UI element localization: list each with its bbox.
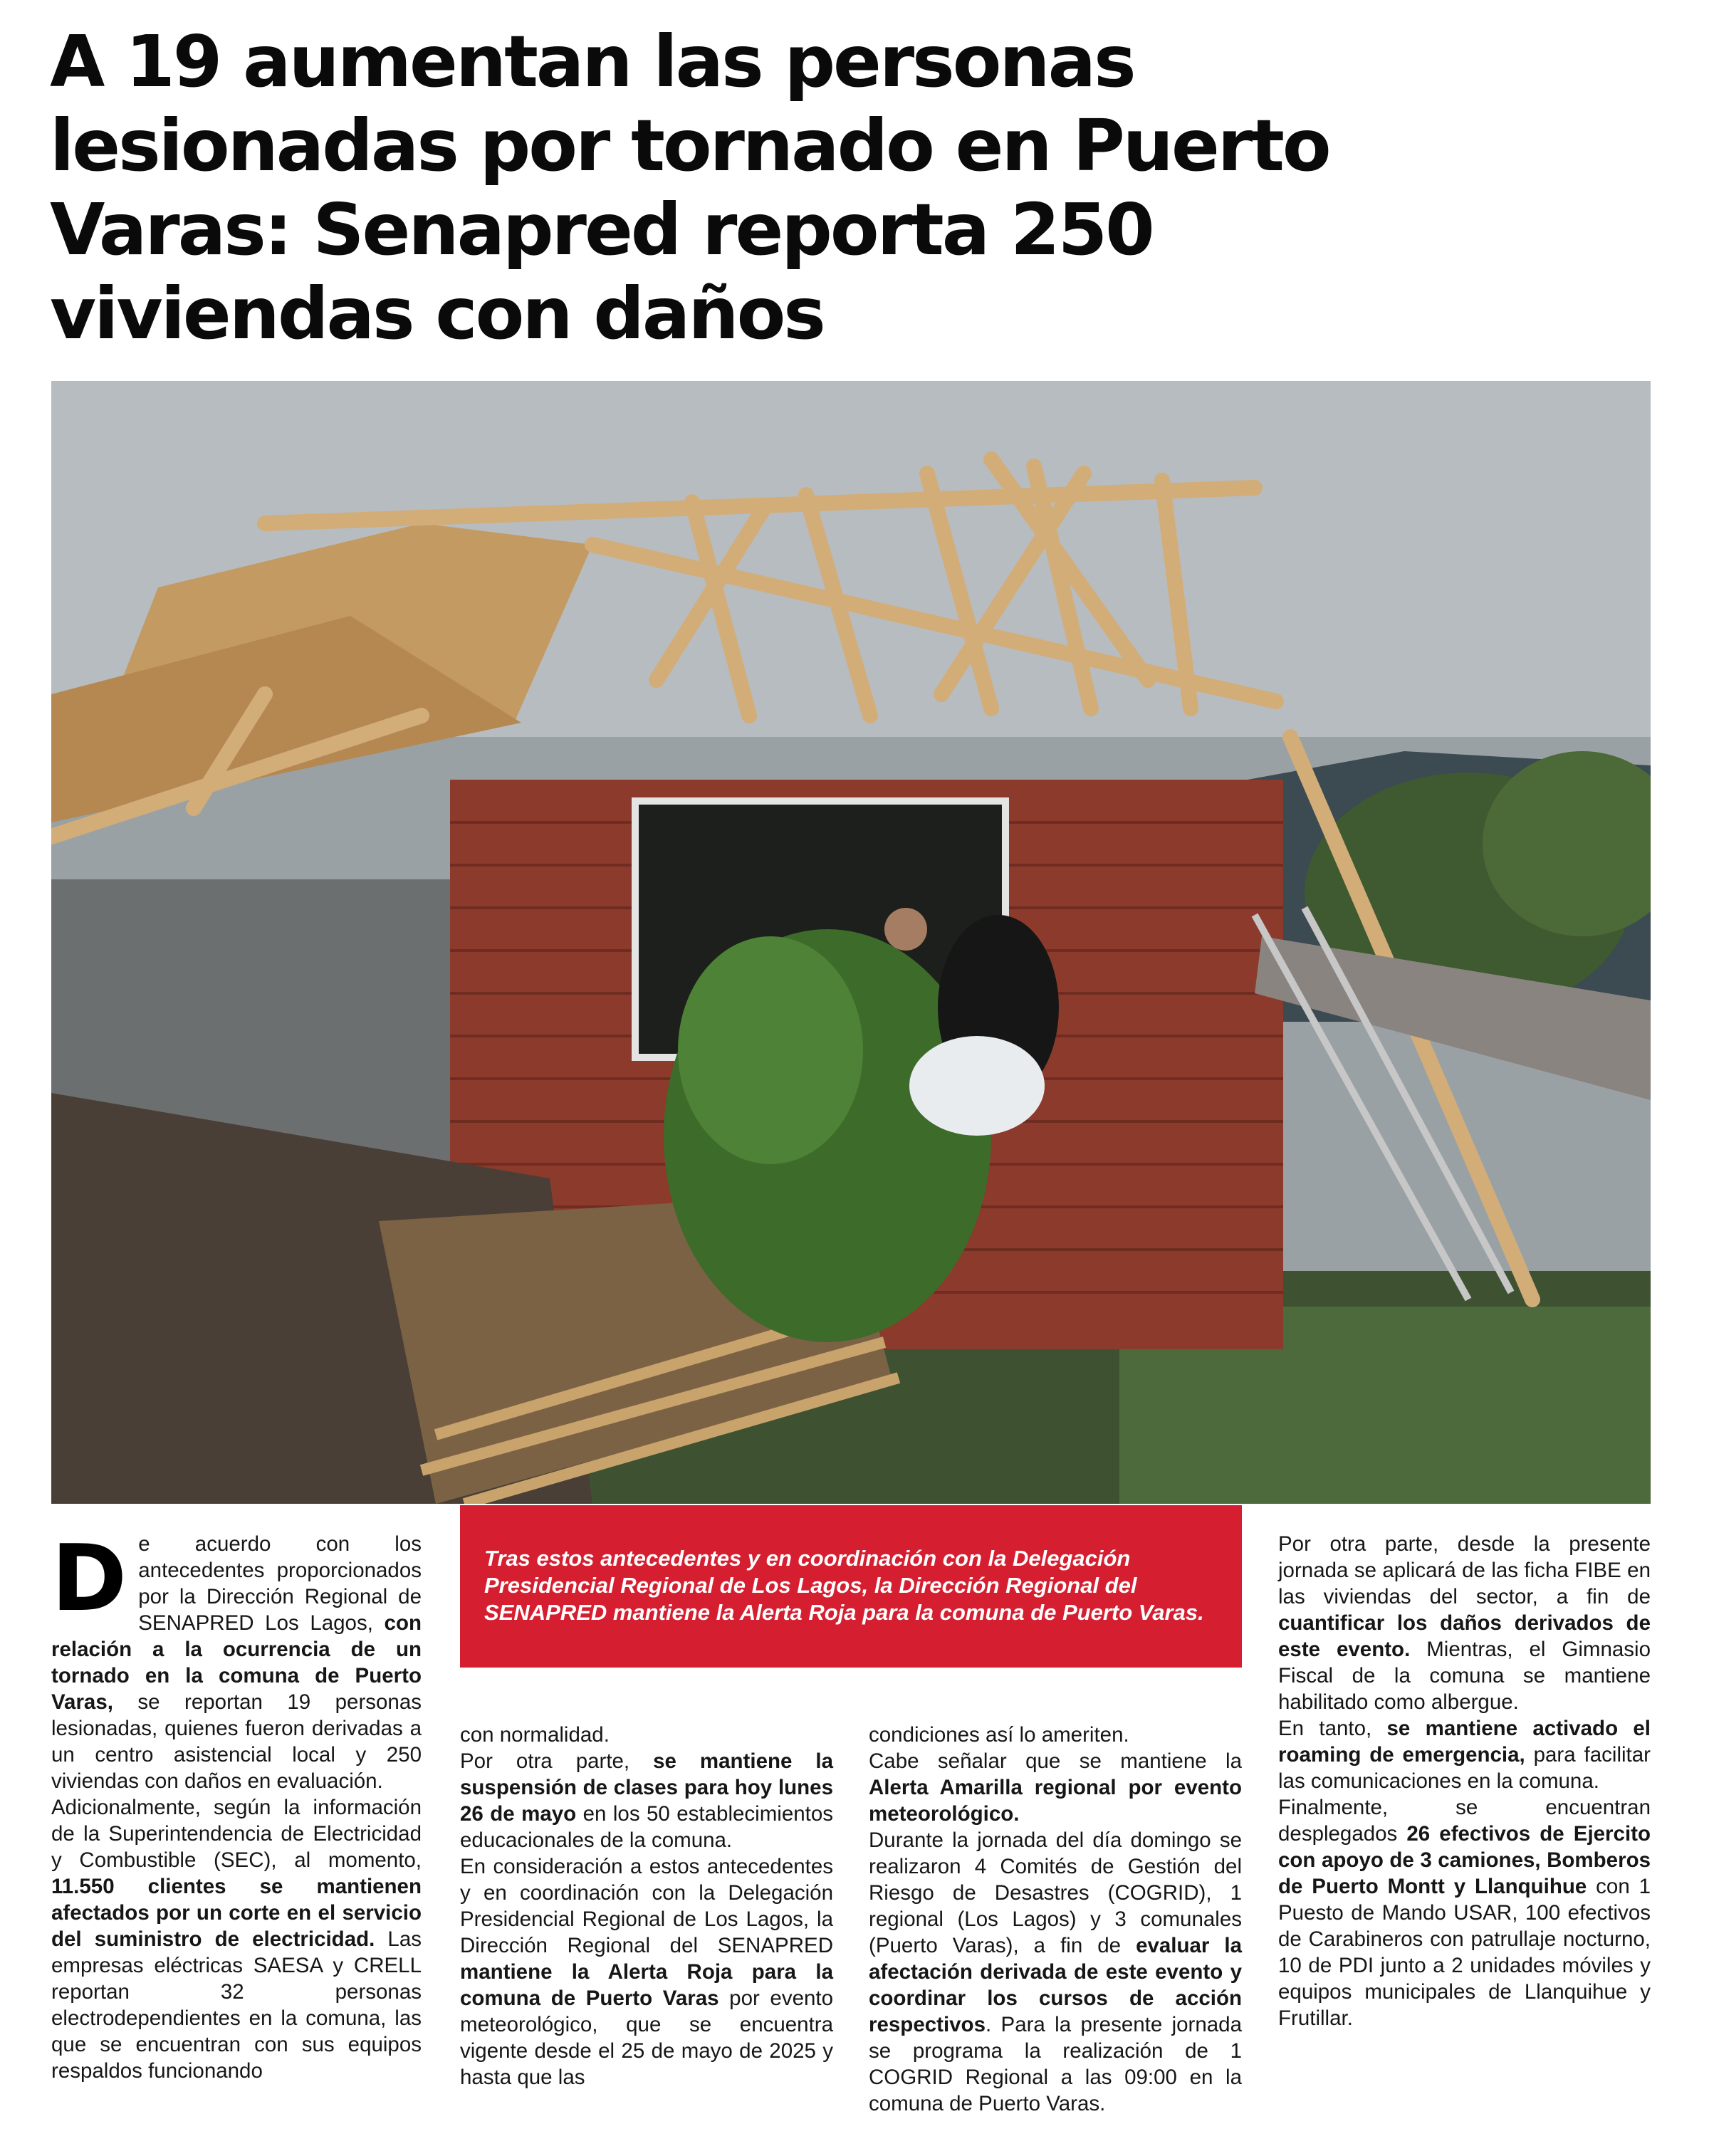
text-run: Durante la jornada del día domingo se realizaron 4 Comités de Gestión del Riesgo de Desastres (COGRID), 1 regional (Los Lagos) y 3 comunales (Puerto Varas), a fin de [869,1828,1242,1957]
drop-cap: D [51,1526,127,1632]
highlight-text: se mantiene activado el roaming de emergencia, [1278,1717,1651,1767]
highlight-text: 26 efectivos de Ejercito con apoyo de 3 camiones, Bomberos de Puerto Montt y Llanquihue [1278,1822,1651,1898]
article-column-2 [460,1722,833,2090]
highlight-text: cuantificar los daños derivados de este evento. [1278,1611,1651,1661]
highlight-text: mantiene la Alerta Roja para la comuna de Puerto Varas [460,1960,833,2010]
text-run: Por otra parte, [460,1749,654,1773]
pull-quote-box [460,1505,1242,1668]
paragraph [1278,1715,1651,1794]
text-run: por evento meteorológico, que se encuentra vigente desde el 25 de mayo de 2025 y hasta que las [460,1987,834,2089]
text-run: e acuerdo con los antecedentes proporcionados por la Dirección Regional de SENAPRED Los Lagos, [138,1532,422,1635]
text-run: Las empresas eléctricas SAESA y CRELL reportan 32 personas electrodependientes en la comuna, las que se encuentran con sus equipos respaldos funcionando [51,1927,422,2083]
text-run: Finalmente, se encuentran desplegados [1278,1796,1651,1846]
paragraph [869,1748,1242,1827]
highlight-text: evaluar la afectación derivada de este evento y coordinar los cursos de acción respectivos [869,1934,1242,2036]
text-run: Cabe señalar que se mantiene la [869,1749,1242,1773]
text-run: con 1 Puesto de Mando USAR, 100 efectivos de Carabineros con patrullaje nocturno, 10 de PDI junto a 2 unidades móviles y equipos municipales de Llanquihue y Frutillar. [1278,1875,1651,2030]
paragraph [460,1748,833,1853]
paragraph [1278,1531,1651,1715]
article-column-3 [869,1722,1242,2117]
text-run: se reportan 19 personas lesionadas, quienes fueron derivadas a un centro asistencial local y 250 viviendas con daños en evaluación. [51,1690,422,1793]
text-run: Mientras, el Gimnasio Fiscal de la comuna se mantiene habilitado como albergue. [1278,1638,1651,1714]
paragraph [460,1853,833,2090]
paragraph: condiciones así lo ameriten. [869,1723,1129,1747]
highlight-text: con relación a la ocurrencia de un tornado en la comuna de Puerto Varas, [51,1611,422,1714]
article-headline: A 19 aumentan las personas lesionadas por tornado en Puerto Varas: Senapred reporta 250 viviendas con daños [50,20,1329,355]
text-run: en los 50 establecimientos educacionales de la comuna. [460,1802,833,1852]
paragraph [1278,1794,1651,2031]
tornado-damaged-house-illustration [51,381,1651,1504]
text-run: para facilitar las comunicaciones en la comuna. [1278,1743,1651,1793]
article-column-4 [1278,1531,1651,2031]
text-run: En consideración a estos antecedentes y en coordinación con la Delegación Presidencial Regional de Los Lagos, la Dirección Regional del SENAPRED [460,1855,833,1957]
paragraph: con normalidad. [460,1723,610,1747]
article-photo [51,381,1651,1504]
highlight-text: Alerta Amarilla regional por evento meteorológico. [869,1776,1242,1826]
paragraph [51,1794,422,2084]
text-run: Por otra parte, desde la presente jornada se aplicará de las ficha FIBE en las viviendas del sector, a fin de [1278,1532,1651,1608]
paragraph [869,1827,1242,2117]
highlight-text: se mantiene la suspensión de clases para hoy lunes 26 de mayo [460,1749,833,1826]
text-run: En tanto, [1278,1717,1387,1740]
pull-quote: Tras estos antecedentes y en coordinación con la Delegación Presidencial Regional de Los Lagos, la Dirección Regional del SENAPRED mantiene la Alerta Roja para la comuna de Puerto Varas. [484,1546,1204,1625]
article-column-1 [51,1526,422,2084]
text-run: Adicionalmente, según la información de la Superintendencia de Electricidad y Combustible (SEC), al momento, [51,1796,422,1872]
text-run: . Para la presente jornada se programa la realización de 1 COGRID Regional a las 09:00 en la comuna de Puerto Varas. [869,2013,1242,2115]
highlight-text: 11.550 clientes se mantienen afectados por un corte en el servicio del suministro de electricidad. [51,1875,422,1951]
